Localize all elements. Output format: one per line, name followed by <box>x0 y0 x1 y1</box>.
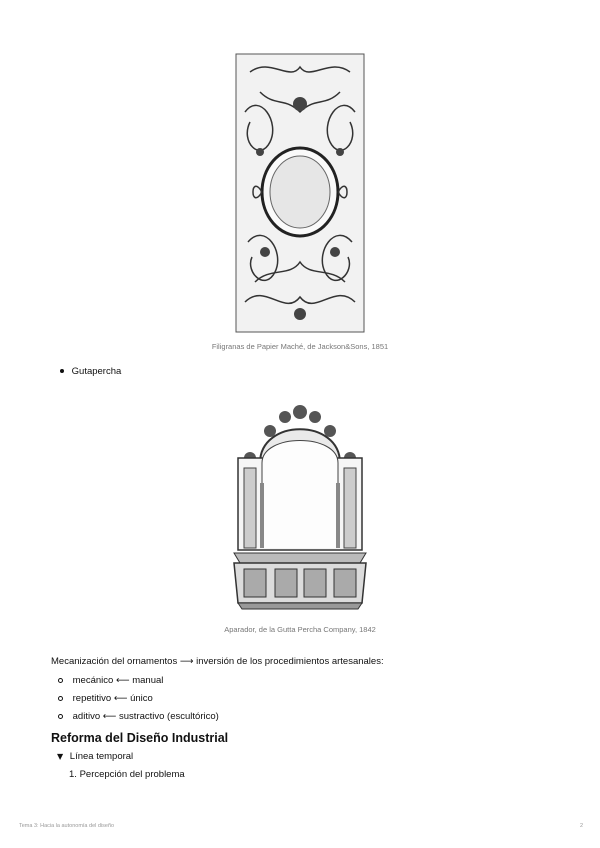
aparador-engraving <box>230 403 370 617</box>
footer-title: Tema 3: Hacia la autonomía del diseño <box>19 823 115 829</box>
item-right: sustractivo (escultórico) <box>119 711 219 722</box>
list-number: 1. <box>69 769 77 780</box>
figure-papier-mache <box>0 52 600 351</box>
item-right: manual <box>132 675 164 686</box>
list-item-label: Percepción del problema <box>79 769 185 780</box>
list-item-label: Gutapercha <box>71 366 122 377</box>
list-item-gutapercha <box>60 366 121 377</box>
intro-text-before: Mecanización del ornamentos <box>51 656 178 667</box>
bullet-dot <box>60 369 64 373</box>
long-right-arrow-icon: ⟶ <box>179 656 194 667</box>
ordered-list <box>69 769 185 780</box>
hollow-bullet-icon <box>58 714 63 719</box>
item-left: mecánico <box>72 675 114 686</box>
sublist <box>58 672 219 726</box>
toggle-linea-temporal[interactable] <box>57 751 133 762</box>
section-heading: Reforma del Diseño Industrial <box>51 731 229 745</box>
long-left-arrow-icon: ⟵ <box>115 675 130 686</box>
hollow-bullet-icon <box>58 696 63 701</box>
figure-caption: Aparador, de la Gutta Percha Company, 1842 <box>224 625 376 634</box>
long-left-arrow-icon: ⟵ <box>113 693 128 704</box>
list-item <box>58 708 219 726</box>
paragraph-mecanizacion <box>51 656 384 667</box>
item-left: aditivo <box>72 711 101 722</box>
hollow-bullet-icon <box>58 678 63 683</box>
item-right: único <box>130 693 153 704</box>
intro-text-after: inversión de los procedimientos artesanales: <box>196 656 384 667</box>
list-item <box>58 690 219 708</box>
papier-mache-engraving <box>230 52 370 334</box>
item-left: repetitivo <box>72 693 112 704</box>
triangle-down-icon[interactable]: ▼ <box>57 752 64 761</box>
figure-caption: Filigranas de Papier Maché, de Jackson&Sons, 1851 <box>211 342 389 351</box>
long-left-arrow-icon: ⟵ <box>102 711 117 722</box>
figure-aparador <box>0 403 600 634</box>
page-number: 2 <box>579 823 583 829</box>
toggle-label: Línea temporal <box>69 751 134 762</box>
list-item <box>58 672 219 690</box>
